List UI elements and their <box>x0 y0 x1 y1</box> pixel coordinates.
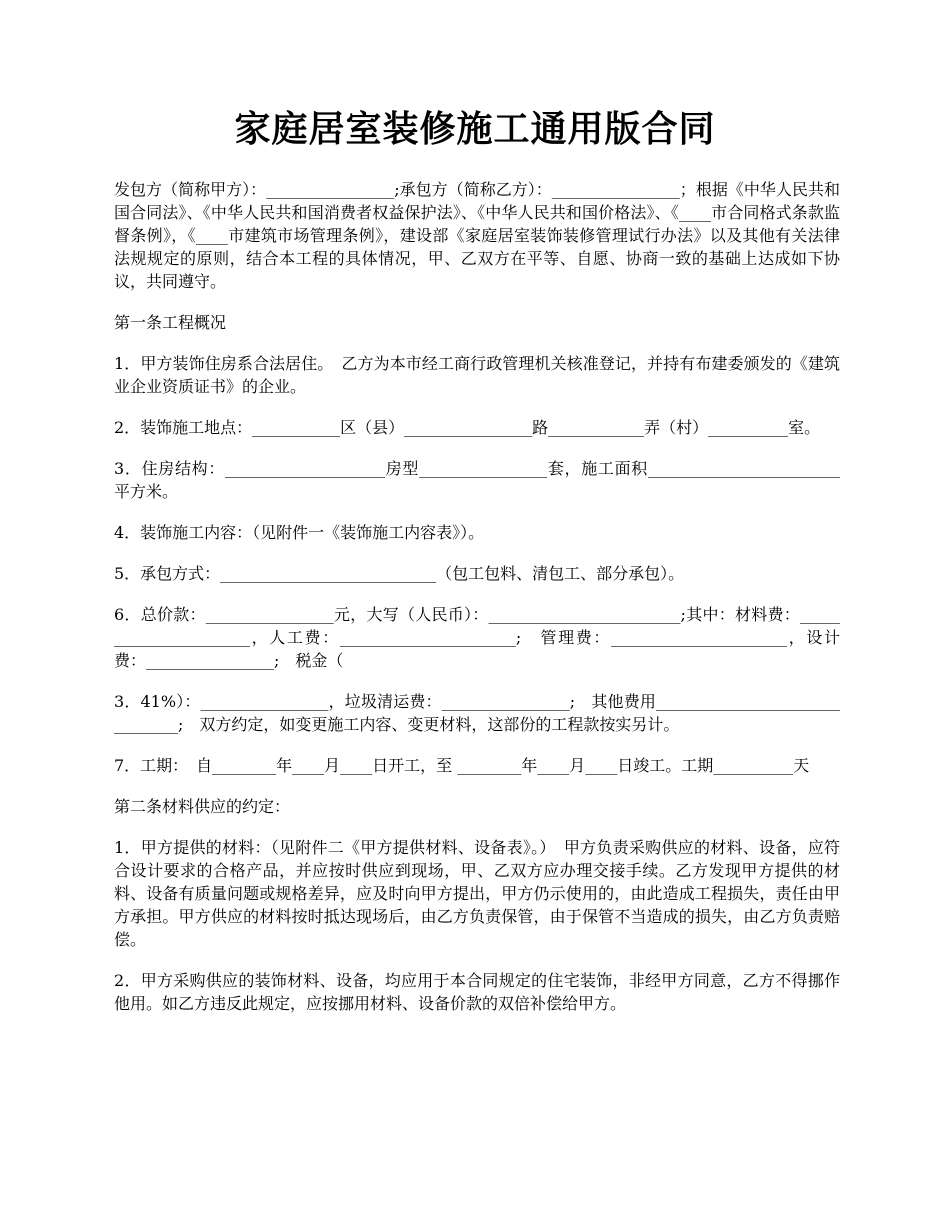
preamble-paragraph: 发包方（简称甲方）：________________;承包方（简称乙方）：________________；根据《中华人民共和国合同法》、《中华人民共和国消费者权益保护法》、《中华人民共和国价格法》、《____市合同格式条款监督条例》，《____市建筑市场管理条例》，建设部《家庭居室装饰装修管理试行办法》以及其他有关法律法规规定的原则，结合本工程的具体情况，甲、乙双方在平等、自愿、协商一致的基础上达成如下协议，共同遵守。 <box>114 180 840 291</box>
document-body <box>114 178 840 1033</box>
section-heading-2: 第二条材料供应的约定： <box>114 797 291 816</box>
section-heading-1: 第一条工程概况 <box>114 313 227 332</box>
clause-1-7: 7．工期： 自________年____月____日开工，至 ________年____月____日竣工。工期__________天 <box>114 756 810 775</box>
clause-1-1: 1．甲方装饰住房系合法居住。 乙方为本市经工商行政管理机关核准登记，并持有布建委颁发的《建筑业企业资质证书》的企业。 <box>114 354 840 396</box>
document-title: 家庭居室装修施工通用版合同 <box>234 108 716 150</box>
clause-1-5: 5．承包方式：___________________________（包工包料、清包工、部分承包）。 <box>114 564 685 583</box>
clause-1-4: 4．装饰施工内容：（见附件一《装饰施工内容表》）。 <box>114 523 485 542</box>
clause-1-3: 3．住房结构：____________________房型________________套，施工面积________________________平方米。 <box>114 459 840 501</box>
clause-1-6: 6．总价款：________________元，大写（人民币）：________________________;其中：材料费：______________________，人工费：______________________; 管理费：______________________，设计费：________________; 税金（ <box>114 605 840 670</box>
clause-1-6-continued: 3．41%）：________________，垃圾清运费：________________; 其他费用_______________________________; 双方约定，如变更施工内容、变更材料，这部份的工程款按实另计。 <box>114 692 840 734</box>
clause-1-2: 2．装饰施工地点：___________区（县）________________路____________弄（村）__________室。 <box>114 418 821 437</box>
clause-2-1: 1．甲方提供的材料：（见附件二《甲方提供材料、设备表》。） 甲方负责采购供应的材料、设备，应符合设计要求的合格产品，并应按时供应到现场，甲、乙双方应办理交接手续。乙方发现甲方提供的材料、设备有质量问题或规格差异，应及时向甲方提出，甲方仍示使用的，由此造成工程损失，责任由甲方承担。甲方供应的材料按时抵达现场后，由乙方负责保管，由于保管不当造成的损失，由乙方负责赔偿。 <box>114 838 840 949</box>
clause-2-2: 2．甲方采购供应的装饰材料、设备，均应用于本合同规定的住宅装饰，非经甲方同意，乙方不得挪作他用。如乙方违反此规定，应按挪用材料、设备价款的双倍补偿给甲方。 <box>114 971 840 1013</box>
